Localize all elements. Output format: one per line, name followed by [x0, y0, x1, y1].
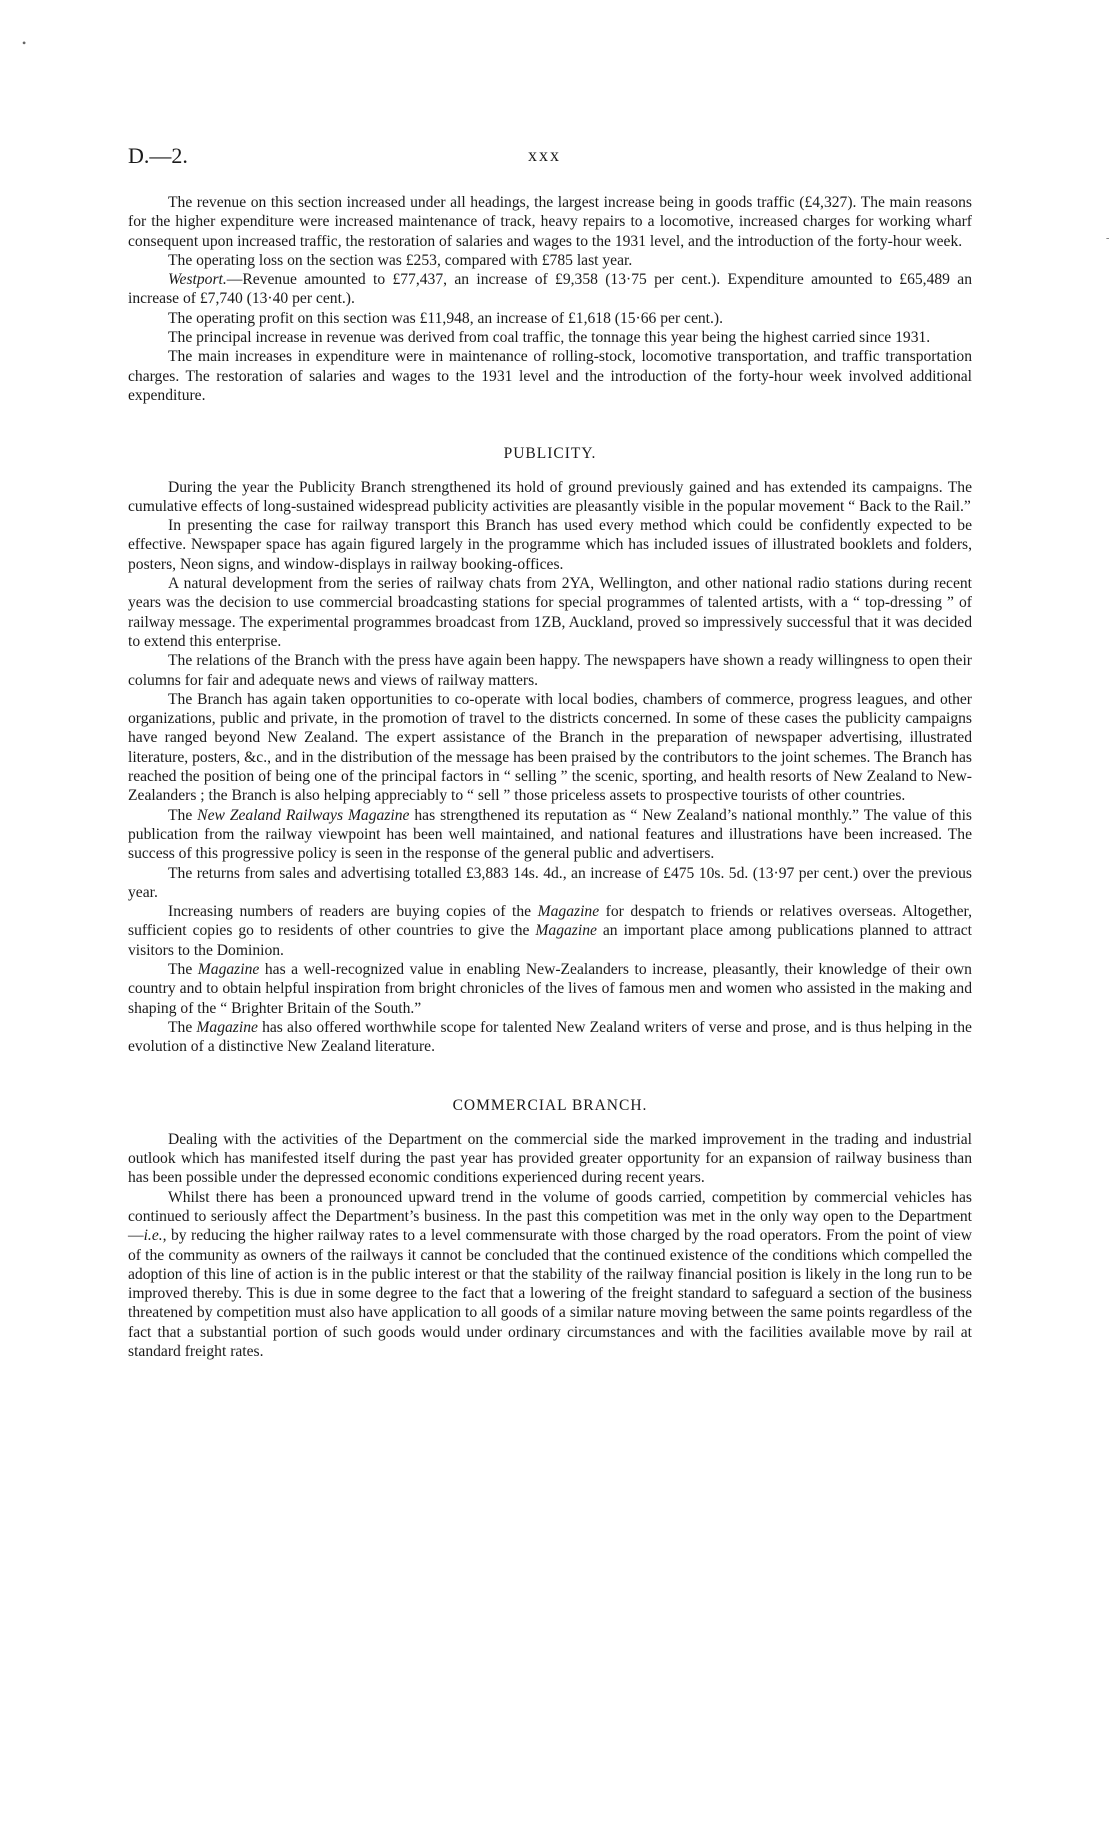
publication-title: New Zealand Railways Magazine [197, 806, 410, 824]
paragraph: The operating loss on the section was £253, compared with £785 last year. [168, 251, 633, 269]
paragraph: The Magazine has a well-recognized value in enabling New-Zealanders to increase, pleasantly, their knowledge of their own country and to obtain helpful inspiration from bright chronicles of the lives of famous men and women who assisted in the making and shaping of the “ Brighter Britain of the South.” [128, 960, 972, 1017]
paragraph: Dealing with the activities of the Department on the commercial side the marked improvement in the trading and industrial outlook which has manifested itself during the past year has provided greater opportunity for an expansion of railway business than has been possible under the depressed economic conditions experienced during recent years. [128, 1130, 972, 1187]
publication-title: Magazine [197, 960, 260, 978]
paragraph: During the year the Publicity Branch strengthened its hold of ground previously gained and has extended its campaigns. The cumulative effects of long-sustained widespread publicity activities are pleasantly visible in the popular movement “ Back to the Rail.” [128, 478, 972, 515]
page-number: xxx [528, 145, 561, 165]
paragraph: Increasing numbers of readers are buying copies of the Magazine for despatch to friends or relatives overseas. Altogether, sufficient copies go to residents of other countries to give the Magazine an important place among publications planned to attract visitors to the Dominion. [128, 903, 972, 959]
scan-speck: • [22, 36, 27, 50]
scan-speck: - [1106, 233, 1110, 244]
publication-title: Magazine [196, 1018, 258, 1036]
paragraph: Whilst there has been a pronounced upward trend in the volume of goods carried, competition by commercial vehicles has continued to seriously affect the Department’s business. In the past this competition was met in the only way open to the Department—i.e., by reducing the higher railway rates to a level commensurate with those charged by the road operators. From the point of view of the community as owners of the railways it cannot be concluded that the continued existence of the conditions which compelled the adoption of this line of action is in the public interest or that the stability of the railway financial position is likely in the long run to be improved thereby. This is due in some degree to the fact that a lowering of the freight standard to safeguard a section of the business threatened by competition must also have application to all goods of a similar nature moving between the same points regardless of the fact that a substantial portion of such goods would under ordinary circumstances and with the facilities available move by rail at standard freight rates. [128, 1188, 972, 1361]
paragraph: The Magazine has also offered worthwhile scope for talented New Zealand writers of verse and prose, and is thus helping in the evolution of a distinctive New Zealand literature. [128, 1018, 972, 1056]
paragraph: The principal increase in revenue was derived from coal traffic, the tonnage this year being the highest carried since 1931. [168, 329, 931, 347]
paragraph: The main increases in expenditure were in maintenance of rolling-stock, locomotive transportation, and traffic transportation charges. The restoration of salaries and wages to the 1931 level and the introduction of the forty-hour week involved additional expenditure. [128, 348, 972, 404]
publication-title: Magazine [535, 922, 597, 940]
paragraph: The returns from sales and advertising totalled £3,883 14s. 4d., an increase of £475 10s. 5d. (13·97 per cent.) over the previous year. [128, 864, 972, 901]
document-reference: D.—2. [128, 143, 188, 168]
paragraph: The New Zealand Railways Magazine has strengthened its reputation as “ New Zealand’s national monthly.” The value of this publication from the railway viewpoint has been well maintained, and national features and illustrations have been increased. The success of this progressive policy is seen in the response of the general public and advertisers. [128, 806, 972, 863]
paragraph: In presenting the case for railway transport this Branch has used every method which could be confidently expected to be effective. Newspaper space has again figured largely in the programme which has included issues of illustrated booklets and folders, posters, Neon signs, and window-displays in railway booking-offices. [128, 517, 972, 573]
section-heading-publicity: PUBLICITY. [503, 445, 597, 463]
paragraph-label: Westport. [168, 271, 227, 289]
paragraph: The revenue on this section increased under all headings, the largest increase being in goods traffic (£4,327). The main reasons for the higher expenditure were increased maintenance of track, heavy repairs to a locomotive, increased charges for working wharf consequent upon increased traffic, the restoration of salaries and wages to the 1931 level, and the introduction of the forty-hour week. [128, 194, 972, 250]
paragraph: The relations of the Branch with the press have again been happy. The newspapers have shown a ready willingness to open their columns for fair and adequate news and views of railway matters. [128, 652, 972, 689]
paragraph: The Branch has again taken opportunities to co-operate with local bodies, chambers of commerce, progress leagues, and other organizations, public and private, in the promotion of travel to the districts concerned. In some of these cases the publicity campaigns have ranged beyond New Zealand. The expert assistance of the Branch in the preparation of newspaper advertising, illustrated literature, posters, &c., and in the distribution of the message has been praised by the contributors to the joint schemes. The Branch has reached the position of being one of the principal factors in “ selling ” the scenic, sporting, and health resorts of New Zealand to New-Zealanders ; the Branch is also helping appreciably to “ sell ” those priceless assets to prospective tourists of other countries. [128, 690, 972, 805]
document-body [128, 193, 972, 1361]
paragraph: A natural development from the series of railway chats from 2YA, Wellington, and other national radio stations during recent years was the decision to use commercial broadcasting stations for special programmes of talented artists, with a “ top-dressing ” of railway message. The experimental programmes broadcast from 1ZB, Auckland, proved so impressively successful that it was decided to extend this enterprise. [128, 575, 972, 650]
publication-title: Magazine [537, 903, 600, 921]
paragraph: The operating profit on this section was £11,948, an increase of £1,618 (15·66 per cent.). [168, 309, 724, 327]
paragraph: Westport.—Revenue amounted to £77,437, an increase of £9,358 (13·75 per cent.). Expenditure amounted to £65,489 an increase of £7,740 (13·40 per cent.). [128, 271, 972, 308]
abbreviation: i.e., [143, 1227, 167, 1245]
page-header [128, 143, 972, 173]
section-heading-commercial-branch: COMMERCIAL BRANCH. [452, 1097, 648, 1115]
